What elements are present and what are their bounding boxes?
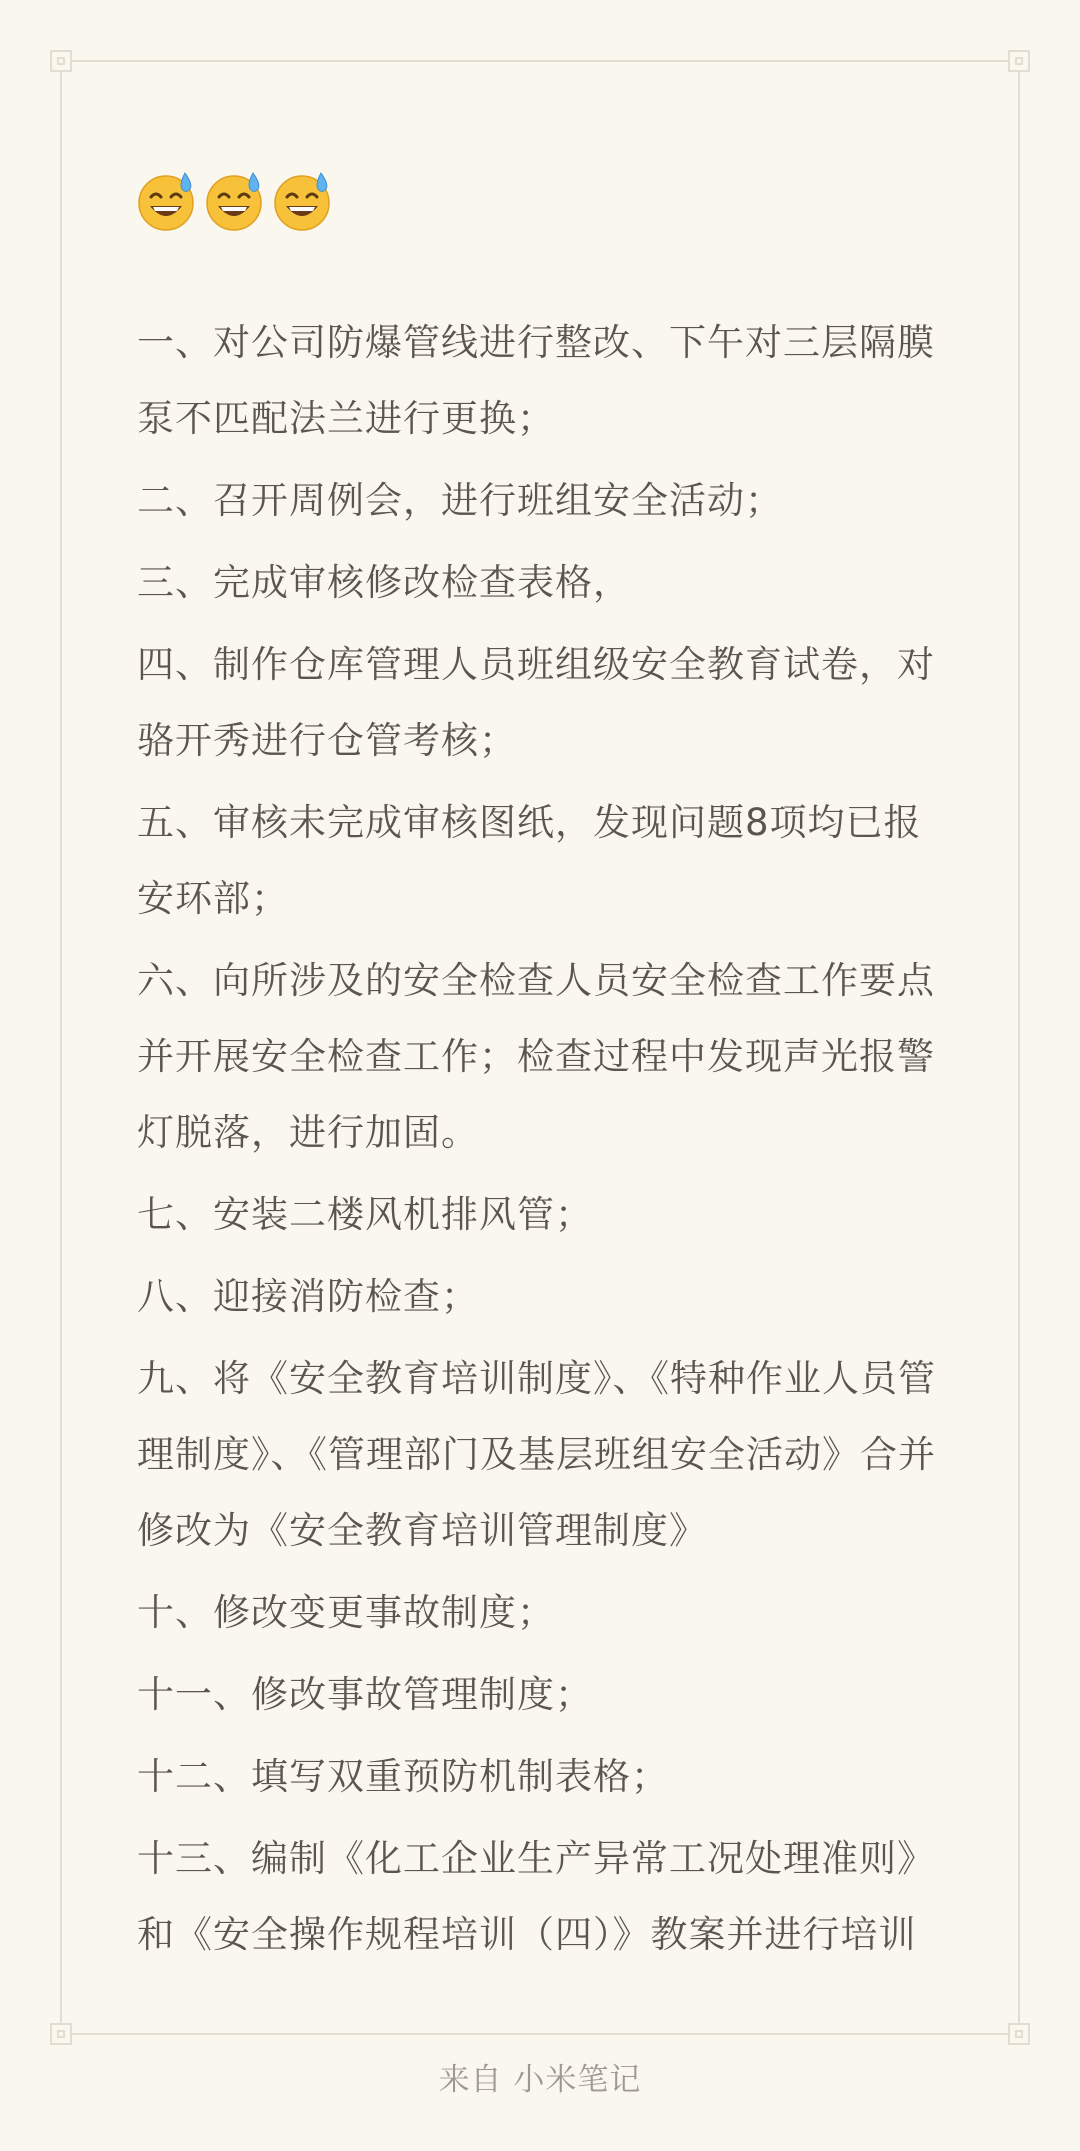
note-item-2: 二、召开周例会，进行班组安全活动； (137, 479, 783, 522)
corner-ornament (1008, 50, 1030, 72)
footer-source-label: 来自 小米笔记 (438, 2062, 642, 2098)
note-item-3: 三、完成审核修改检查表格， (137, 561, 631, 604)
note-item-8: 八、迎接消防检查； (137, 1275, 479, 1318)
note-body (137, 305, 957, 1979)
corner-ornament (50, 50, 72, 72)
note-item-13: 十三、编制《化工企业生产异常工况处理准则》和《安全操作规程培训（四）》教案并进行培训 (137, 1837, 935, 1956)
note-item-1: 一、对公司防爆管线进行整改、下午对三层隔膜泵不匹配法兰进行更换； (137, 321, 935, 440)
note-item-6: 六、向所涉及的安全检查人员安全检查工作要点并开展安全检查工作；检查过程中发现声光报警灯脱落，进行加固。 (137, 959, 935, 1154)
grinning-face-with-sweat-icon (203, 170, 265, 232)
grinning-face-with-sweat-icon (135, 170, 197, 232)
note-item-7: 七、安装二楼风机排风管； (137, 1193, 593, 1236)
emoji-header (135, 170, 333, 232)
grinning-face-with-sweat-icon (271, 170, 333, 232)
corner-ornament (1008, 2023, 1030, 2045)
note-item-11: 十一、修改事故管理制度； (137, 1673, 593, 1716)
note-item-10: 十、修改变更事故制度； (137, 1591, 555, 1634)
note-item-4: 四、制作仓库管理人员班组级安全教育试卷，对骆开秀进行仓管考核； (137, 643, 935, 762)
note-item-12: 十二、填写双重预防机制表格； (137, 1755, 669, 1798)
note-item-5: 五、审核未完成审核图纸，发现问题8项均已报安环部； (137, 801, 922, 920)
corner-ornament (50, 2023, 72, 2045)
note-item-9: 九、将《安全教育培训制度》、《特种作业人员管理制度》、《管理部门及基层班组安全活动》合并修改为《安全教育培训管理制度》 (137, 1357, 936, 1552)
